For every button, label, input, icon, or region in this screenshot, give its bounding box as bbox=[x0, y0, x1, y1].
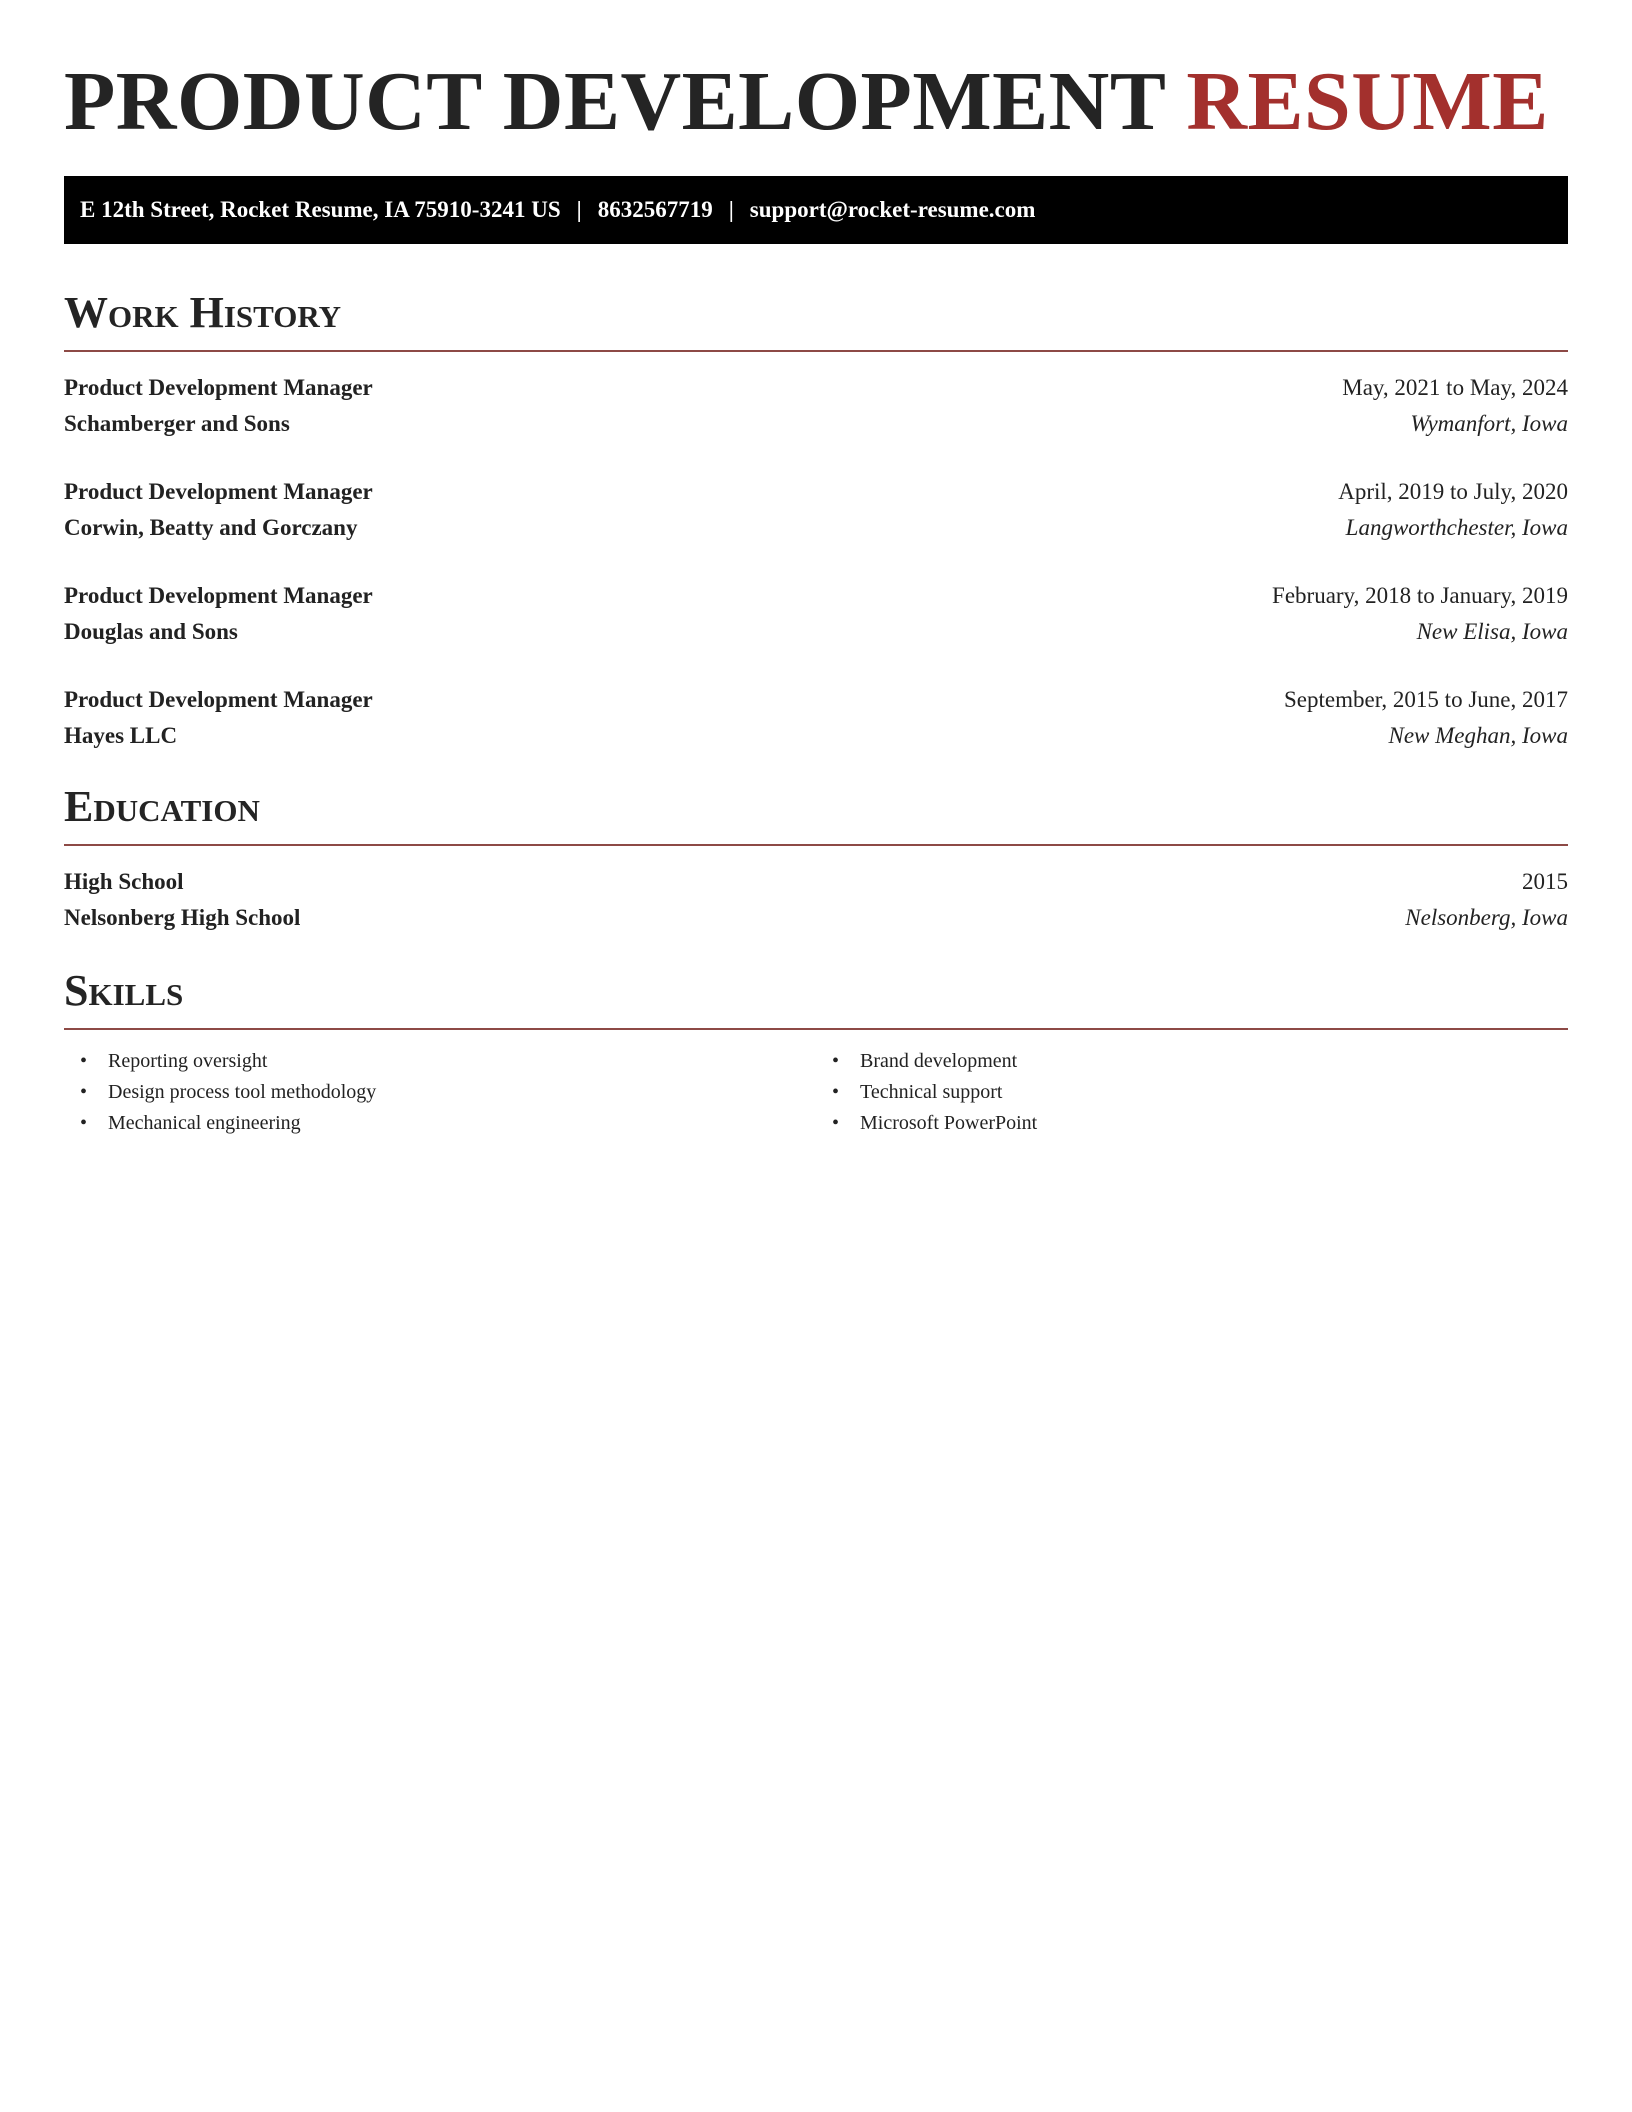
work-entry bbox=[64, 682, 1568, 754]
contact-bar bbox=[64, 176, 1568, 244]
skill-item bbox=[832, 1046, 1568, 1077]
job-dates: May, 2021 to May, 2024 bbox=[1342, 375, 1568, 400]
contact-separator: | bbox=[576, 197, 582, 222]
title-accent: RESUME bbox=[1186, 55, 1549, 148]
contact-email: support@rocket-resume.com bbox=[749, 197, 1036, 222]
job-title: Product Development Manager bbox=[64, 583, 373, 608]
company-name: Hayes LLC bbox=[64, 723, 178, 748]
education-section bbox=[64, 782, 1568, 936]
work-entry bbox=[64, 578, 1568, 650]
work-history-section bbox=[64, 288, 1568, 754]
bullet-icon: • bbox=[832, 1112, 840, 1134]
skills-heading: Skills bbox=[64, 966, 1568, 1030]
skill-item bbox=[832, 1077, 1568, 1108]
job-title: Product Development Manager bbox=[64, 687, 373, 712]
school-location: Nelsonberg, Iowa bbox=[1405, 905, 1568, 930]
skill-item bbox=[80, 1108, 816, 1139]
work-entry bbox=[64, 474, 1568, 546]
job-location: New Meghan, Iowa bbox=[1388, 723, 1568, 748]
company-name: Douglas and Sons bbox=[64, 619, 238, 644]
skill-label: Brand development bbox=[860, 1050, 1018, 1072]
job-location: Langworthchester, Iowa bbox=[1345, 515, 1568, 540]
contact-separator: | bbox=[728, 197, 734, 222]
skill-item bbox=[80, 1046, 816, 1077]
bullet-icon: • bbox=[80, 1112, 88, 1134]
skill-label: Mechanical engineering bbox=[108, 1112, 301, 1134]
skills-column-right bbox=[816, 1046, 1568, 1139]
title-main: PRODUCT DEVELOPMENT bbox=[64, 55, 1187, 148]
job-dates: April, 2019 to July, 2020 bbox=[1338, 479, 1568, 504]
skills-grid bbox=[64, 1046, 1568, 1139]
education-heading: Education bbox=[64, 782, 1568, 846]
contact-address: E 12th Street, Rocket Resume, IA 75910-3241 US bbox=[80, 197, 561, 222]
education-entry bbox=[64, 864, 1568, 936]
bullet-icon: • bbox=[80, 1050, 88, 1072]
bullet-icon: • bbox=[80, 1081, 88, 1103]
job-title: Product Development Manager bbox=[64, 479, 373, 504]
skills-section bbox=[64, 966, 1568, 1139]
degree: High School bbox=[64, 869, 184, 894]
school-name: Nelsonberg High School bbox=[64, 905, 301, 930]
work-history-heading: Work History bbox=[64, 288, 1568, 352]
job-dates: September, 2015 to June, 2017 bbox=[1284, 687, 1568, 712]
company-name: Corwin, Beatty and Gorczany bbox=[64, 515, 358, 540]
company-name: Schamberger and Sons bbox=[64, 411, 290, 436]
skill-item bbox=[832, 1108, 1568, 1139]
job-location: New Elisa, Iowa bbox=[1416, 619, 1568, 644]
contact-phone: 8632567719 bbox=[597, 197, 713, 222]
skills-column-left bbox=[64, 1046, 816, 1139]
graduation-year: 2015 bbox=[1522, 869, 1568, 894]
skill-label: Reporting oversight bbox=[108, 1050, 268, 1072]
resume-title bbox=[64, 52, 1568, 152]
job-dates: February, 2018 to January, 2019 bbox=[1272, 583, 1568, 608]
skill-item bbox=[80, 1077, 816, 1108]
bullet-icon: • bbox=[832, 1050, 840, 1072]
job-location: Wymanfort, Iowa bbox=[1410, 411, 1568, 436]
work-entry bbox=[64, 370, 1568, 442]
skill-label: Design process tool methodology bbox=[108, 1081, 377, 1103]
skill-label: Microsoft PowerPoint bbox=[860, 1112, 1038, 1134]
job-title: Product Development Manager bbox=[64, 375, 373, 400]
bullet-icon: • bbox=[832, 1081, 840, 1103]
skill-label: Technical support bbox=[860, 1081, 1003, 1103]
